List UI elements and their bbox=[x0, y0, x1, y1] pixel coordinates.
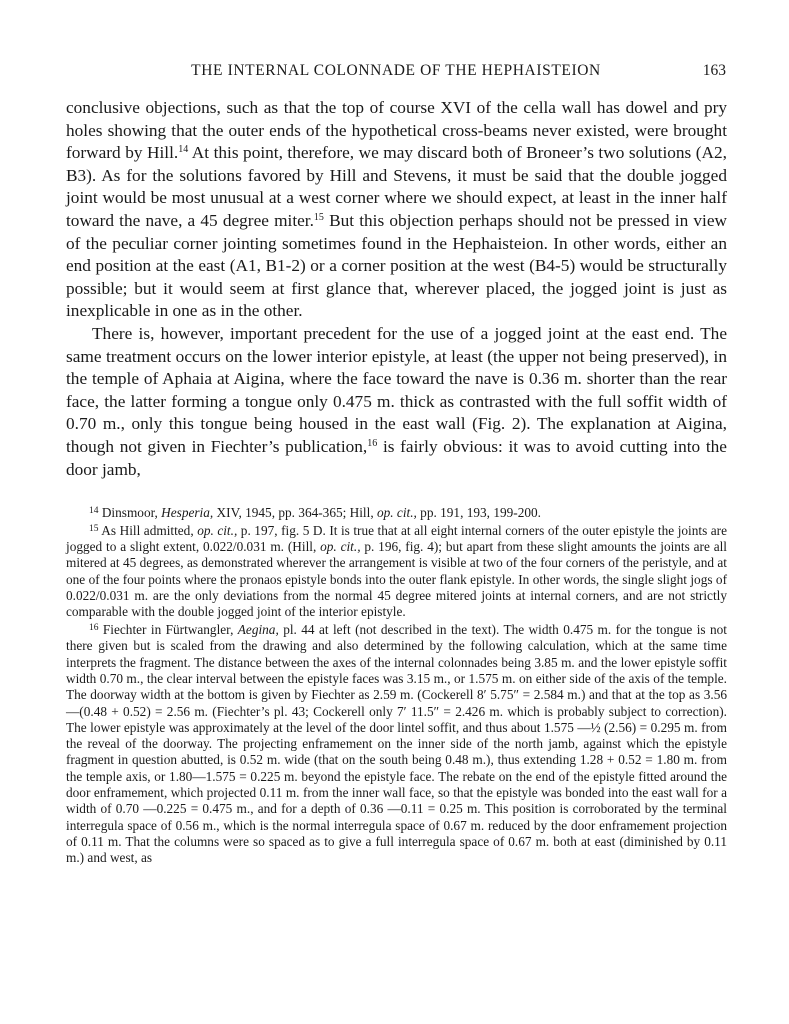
paragraph-text: is fairly obvious: it was to avoid cutting into the door jamb, bbox=[66, 436, 727, 479]
footnote-text: pl. 44 at left (not described in the text). The width 0.475 m. for the tongue is not there given but is scaled from the drawing and also determined by the following calculation, which at the same time interprets the fragment. The distance between the axes of the internal colonnades being 3.85 m. and the lower epistyle soffit width 0.70 m., the clear interval between the epistyle faces was 3.15 m., or 1.575 m. on either side of the axis of the temple. The doorway width at the bottom is given by Fiechter as 2.59 m. (Cockerell 8′ 5.75″ = 2.584 m.) and that at the top as 3.56 —(0.48 + 0.52) = 2.56 m. (Fiechter’s pl. 43; Cockerell only 7′ 11.5″ = 2.426 m. which is probably subject to correction). The lower epistyle was approximately at the level of the door lintel soffit, and thus about 1.575 —½ (2.56) = 0.295 m. from the reveal of the doorway. The projecting enframement on the inner side of the north jamb, against which the epistyle fragment in question abutted, is 0.52 m. wide (that on the south being 0.48 m.), thus extending 1.28 + 0.52 = 1.80 m. from the temple axis, or 1.80—1.575 = 0.225 m. beyond the epistyle face. The rebate on the end of the epistyle fitted around the door enframement, which projected 0.11 m. from the inner wall face, so that the epistyle was bonded into the east wall for a width of 0.70 —0.225 = 0.475 m., and for a depth of 0.36 —0.11 = 0.25 m. This position is corroborated by the terminal interregula space of 0.56 m., which is the normal interregula space of 0.67 m. reduced by the door enframement projection of 0.11 m. That the columns were so spaced as to give a full interregula space of 0.67 m. both at east (diminished by 0.11 m.) and west, as bbox=[66, 622, 727, 866]
footnote-reference: 14 bbox=[178, 144, 189, 156]
footnote-reference: 15 bbox=[313, 211, 324, 223]
footnote-15 bbox=[66, 523, 727, 621]
footnote-number: 16 bbox=[89, 623, 99, 634]
paragraph-text: conclusive objections, such as that the top of course XVI of the cella wall has dowel and pry holes showing that the outer ends of the hypothetical cross-beams never existed, were brought forward by Hill. bbox=[66, 98, 727, 163]
footnote-reference: 16 bbox=[367, 437, 378, 449]
page-header bbox=[66, 62, 726, 84]
main-text bbox=[66, 97, 727, 481]
footnotes bbox=[66, 505, 727, 868]
paragraph bbox=[66, 97, 727, 323]
paragraph-text: But this objection perhaps should not be pressed in view of the peculiar corner jointing sometimes found in the Hephaisteion. In other words, either an end position at the east (A1, B1-2) or a corner position at the west (B4-5) would be structurally possible; but it would seem at first glance that, wherever placed, the jogged joint is just as inexplicable in one as in the other. bbox=[66, 210, 727, 321]
page-number: 163 bbox=[702, 62, 726, 79]
footnote-16 bbox=[66, 622, 727, 866]
footnote-text: As Hill admitted, bbox=[101, 522, 198, 538]
footnote-14 bbox=[66, 505, 727, 521]
running-title: THE INTERNAL COLONNADE OF THE HEPHAISTEION bbox=[191, 62, 601, 79]
paragraph-text: There is, however, important precedent for the use of a jogged joint at the east end. The same treatment occurs on the lower interior epistyle, at least (the upper not being preserved), in the temple of Aphaia at Aigina, where the face toward the nave is 0.36 m. shorter than the rear face, the latter forming a tongue only 0.475 m. thick as contrasted with the full soffit width of 0.70 m., only this tongue being housed in the east wall (Fig. 2). The explanation at Aigina, though not given in Fiechter’s publication, bbox=[66, 323, 727, 456]
paragraph bbox=[66, 323, 727, 481]
cited-title: op. cit., bbox=[376, 505, 417, 520]
footnote-text: Fiechter in Fürtwangler, bbox=[102, 622, 238, 638]
footnote-number: 14 bbox=[89, 506, 99, 516]
footnote-text: pp. 191, 193, 199-200. bbox=[416, 505, 541, 520]
footnote-number: 15 bbox=[89, 523, 99, 534]
cited-title: Hesperia, bbox=[161, 505, 214, 520]
cited-title: Aegina, bbox=[237, 622, 279, 638]
cited-title: op. cit., bbox=[197, 522, 238, 538]
paragraph-text: At this point, therefore, we may discard both of Broneer’s two solutions (A2, B3). As for the solutions favored by Hill and Stevens, it must be said that the double jogged joint would be most unusual at a west corner where we should expect, at least in the inner half toward the nave, a 45 degree miter. bbox=[66, 143, 727, 230]
footnote-text: XIV, 1945, pp. 364-365; Hill, bbox=[213, 505, 377, 520]
cited-title: op. cit., bbox=[320, 539, 361, 555]
footnote-text: p. 196, fig. 4); but apart from these slight amounts the joints are all mitered at 45 degrees, as demonstrated wherever the arrangement is visible at two of the four corners of the peristyle, and at one of the four points where the pronaos epistyle bonds into the outer flank epistyle. In other words, the single slight jogs of 0.022/0.031 m. are the only deviations from the normal 45 degree mitered joints at internal corners, and are not strictly comparable with the double jogged joint of the interior epistyle. bbox=[66, 539, 727, 620]
footnote-text: Dinsmoor, bbox=[101, 505, 162, 520]
footnote-text: p. 197, fig. 5 D. It is true that at all eight internal corners of the outer epistyle the joints are jogged to a slight extent, 0.022/0.031 m. (Hill, bbox=[66, 522, 728, 555]
